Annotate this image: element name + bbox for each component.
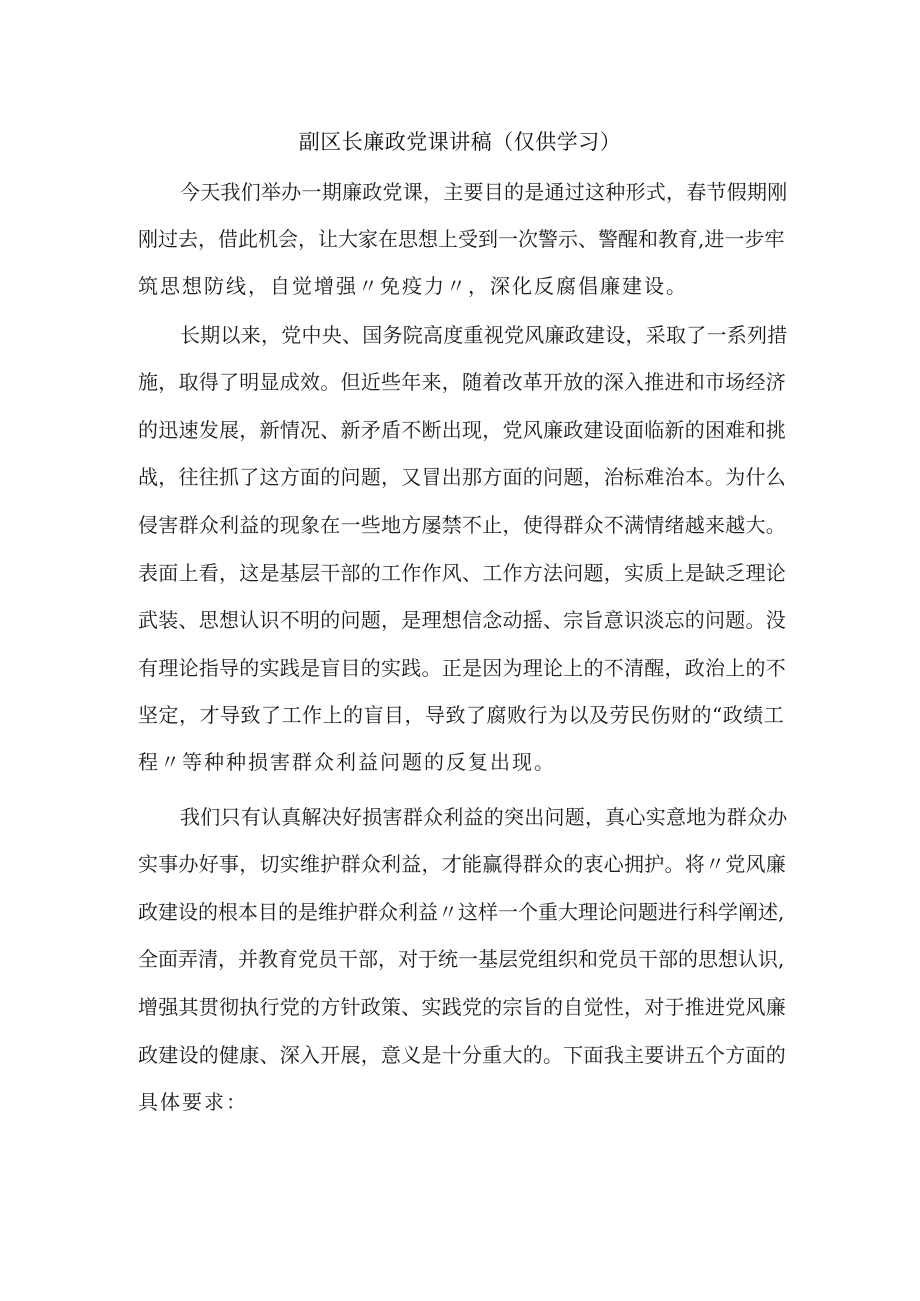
paragraph-2-line-2: 施，取得了明显成效。但近些年来，随着改革开放的深入推进和市场经济 (138, 370, 786, 394)
paragraph-3-line-6: 政建设的健康、深入开展，意义是十分重大的。下面我主要讲五个方面的 (138, 1043, 786, 1067)
paragraph-3-line-3: 政建设的根本目的是维护群众利益〃这样一个重大理论问题进行科学阐述, (138, 900, 785, 924)
paragraph-1-line-3: 筑思想防线，自觉增强〃免疫力〃，深化反腐倡廉建设。 (138, 274, 688, 298)
paragraph-2-line-8: 有理论指导的实践是盲目的实践。正是因为理论上的不清醒，政治上的不 (138, 656, 786, 680)
paragraph-2-line-3: 的迅速发展，新情况、新矛盾不断出现，党风廉政建设面临新的困难和挑 (138, 418, 786, 442)
paragraph-2-line-7: 武装、思想认识不明的问题，是理想信念动摇、宗旨意识淡忘的问题。没 (138, 608, 786, 632)
paragraph-3-line-1: 我们只有认真解决好损害群众利益的突出问题，真心实意地为群众办 (180, 805, 788, 829)
paragraph-2-line-6: 表面上看，这是基层干部的工作作风、工作方法问题，实质上是缺乏理论 (138, 561, 786, 585)
paragraph-3-line-2: 实事办好事，切实维护群众利益，才能赢得群众的衷心拥护。将〃党风廉 (138, 852, 786, 876)
paragraph-1-line-1: 今天我们举办一期廉政党课，主要目的是通过这种形式，春节假期刚 (180, 180, 788, 204)
paragraph-2-line-5: 侵害群众利益的现象在一些地方屡禁不止，使得群众不满情绪越来越大。 (138, 513, 786, 537)
paragraph-3-line-4: 全面弄清，并教育党员干部，对于统一基层党组织和党员干部的思想认识, (138, 947, 785, 971)
paragraph-2-line-9: 坚定，才导致了工作上的盲目，导致了腐败行为以及劳民伤财的“政绩工 (138, 703, 785, 727)
document-title: 副区长廉政党课讲稿（仅供学习） (298, 130, 622, 154)
paragraph-3-line-5: 增强其贯彻执行党的方针政策、实践党的宗旨的自觉性，对于推进党风廉 (138, 995, 786, 1019)
paragraph-2-line-1: 长期以来，党中央、国务院高度重视党风廉政建设，采取了一系列措 (180, 323, 788, 347)
paragraph-2-line-10: 程〃等种种损害群众利益问题的反复出现。 (138, 750, 556, 774)
paragraph-2-line-4: 战，往往抓了这方面的问题，又冒出那方面的问题，治标难治本。为什么 (138, 465, 786, 489)
paragraph-3-line-7: 具体要求： (138, 1090, 248, 1114)
paragraph-1-line-2: 刚过去，借此机会，让大家在思想上受到一次警示、警醒和教育,进一步牢 (138, 227, 785, 251)
